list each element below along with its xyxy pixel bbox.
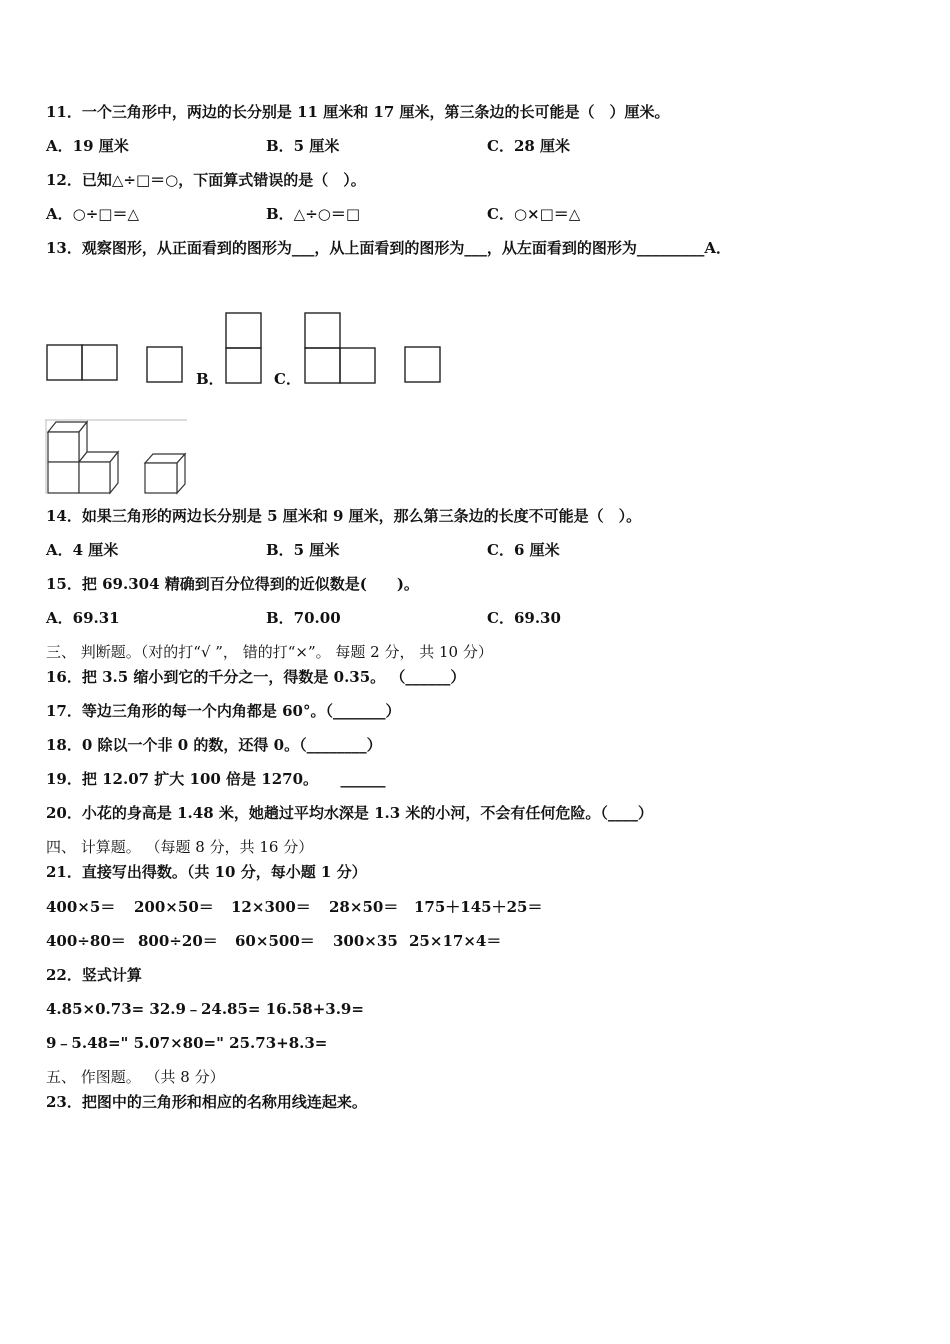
q14-option-a: A．4 厘米 (46, 541, 119, 559)
q21-r2-item: 60×500＝ (235, 932, 315, 950)
q15-option-b: B．70.00 (266, 609, 341, 627)
q21-r2-item: 25×17×4＝ (409, 932, 502, 950)
q14-option-b: B．5 厘米 (266, 541, 340, 559)
q13-option-a-figure (46, 344, 120, 382)
q14-stem: 14．如果三角形的两边长分别是 5 厘米和 9 厘米，那么第三条边的长度不可能是（ ）。 (46, 507, 642, 525)
q21-r1-item: 12×300＝ (231, 898, 311, 916)
q14-option-c: C．6 厘米 (487, 541, 560, 559)
q11-stem: 11．一个三角形中，两边的长分别是 11 厘米和 17 厘米，第三条边的长可能是（ ）厘米。 (46, 103, 670, 121)
q11-option-b: B．5 厘米 (266, 137, 340, 155)
section-4-heading: 四、 计算题。 （每题 8 分，共 16 分） (46, 838, 314, 856)
q21-r2-item: 800÷20＝ (138, 932, 218, 950)
q11-option-a: A．19 厘米 (46, 137, 129, 155)
q12-option-a: A．○÷□＝△ (46, 205, 140, 223)
q15-option-a: A．69.31 (46, 609, 120, 627)
q21-r1-item: 400×5＝ (46, 898, 116, 916)
q13-option-b-square (146, 346, 184, 384)
q22-row-1: 4.85×0.73= 32.9﹣24.85= 16.58+3.9= (46, 1000, 364, 1018)
q13-cube-figure (45, 419, 190, 497)
q21-r1-item: 200×50＝ (134, 898, 214, 916)
q19: 19．把 12.07 扩大 100 倍是 1270。 ______ (46, 770, 386, 788)
q22-row-2: 9﹣5.48=" 5.07×80=" 25.73+8.3= (46, 1034, 328, 1052)
q21-r1-item: 28×50＝ (329, 898, 399, 916)
q15-stem: 15．把 69.304 精确到百分位得到的近似数是( )。 (46, 575, 419, 593)
section-5-heading: 五、 作图题。 （共 8 分） (46, 1068, 225, 1086)
q23: 23．把图中的三角形和相应的名称用线连起来。 (46, 1093, 367, 1111)
q17: 17．等边三角形的每一个内角都是 60°。（_______） (46, 702, 401, 720)
q16: 16．把 3.5 缩小到它的千分之一，得数是 0.35。 （______） (46, 668, 466, 686)
q13-label-c: C． (274, 370, 301, 388)
q18: 18．0 除以一个非 0 的数，还得 0。（________） (46, 736, 382, 754)
q12-option-c: C．○×□＝△ (487, 205, 581, 223)
q21-r1-item: 175＋145＋25＝ (414, 898, 543, 916)
q12-stem: 12．已知△÷□＝○，下面算式错误的是（ ）。 (46, 171, 366, 189)
q21-r2-item: 300×35 (333, 932, 398, 950)
section-3-heading: 三、 判断题。（对的打“√ ”， 错的打“×”。 每题 2 分， 共 10 分） (46, 643, 493, 661)
q20: 20．小花的身高是 1.48 米，她趟过平均水深是 1.3 米的小河，不会有任何危险。（____） (46, 804, 653, 822)
q11-option-c: C．28 厘米 (487, 137, 571, 155)
q15-option-c: C．69.30 (487, 609, 561, 627)
q13-option-c-l-shape (304, 312, 378, 384)
q13-label-b: B． (196, 370, 224, 388)
q22-stem: 22．竖式计算 (46, 966, 142, 984)
q12-option-b: B．△÷○＝□ (266, 205, 361, 223)
q13-option-b-stack (225, 312, 263, 384)
q13-stem: 13．观察图形，从正面看到的图形为___，从上面看到的图形为___，从左面看到的图形为_________A． (46, 239, 732, 257)
q13-single-square (404, 346, 442, 384)
q21-stem: 21．直接写出得数。（共 10 分，每小题 1 分） (46, 863, 367, 881)
q21-r2-item: 400÷80＝ (46, 932, 126, 950)
